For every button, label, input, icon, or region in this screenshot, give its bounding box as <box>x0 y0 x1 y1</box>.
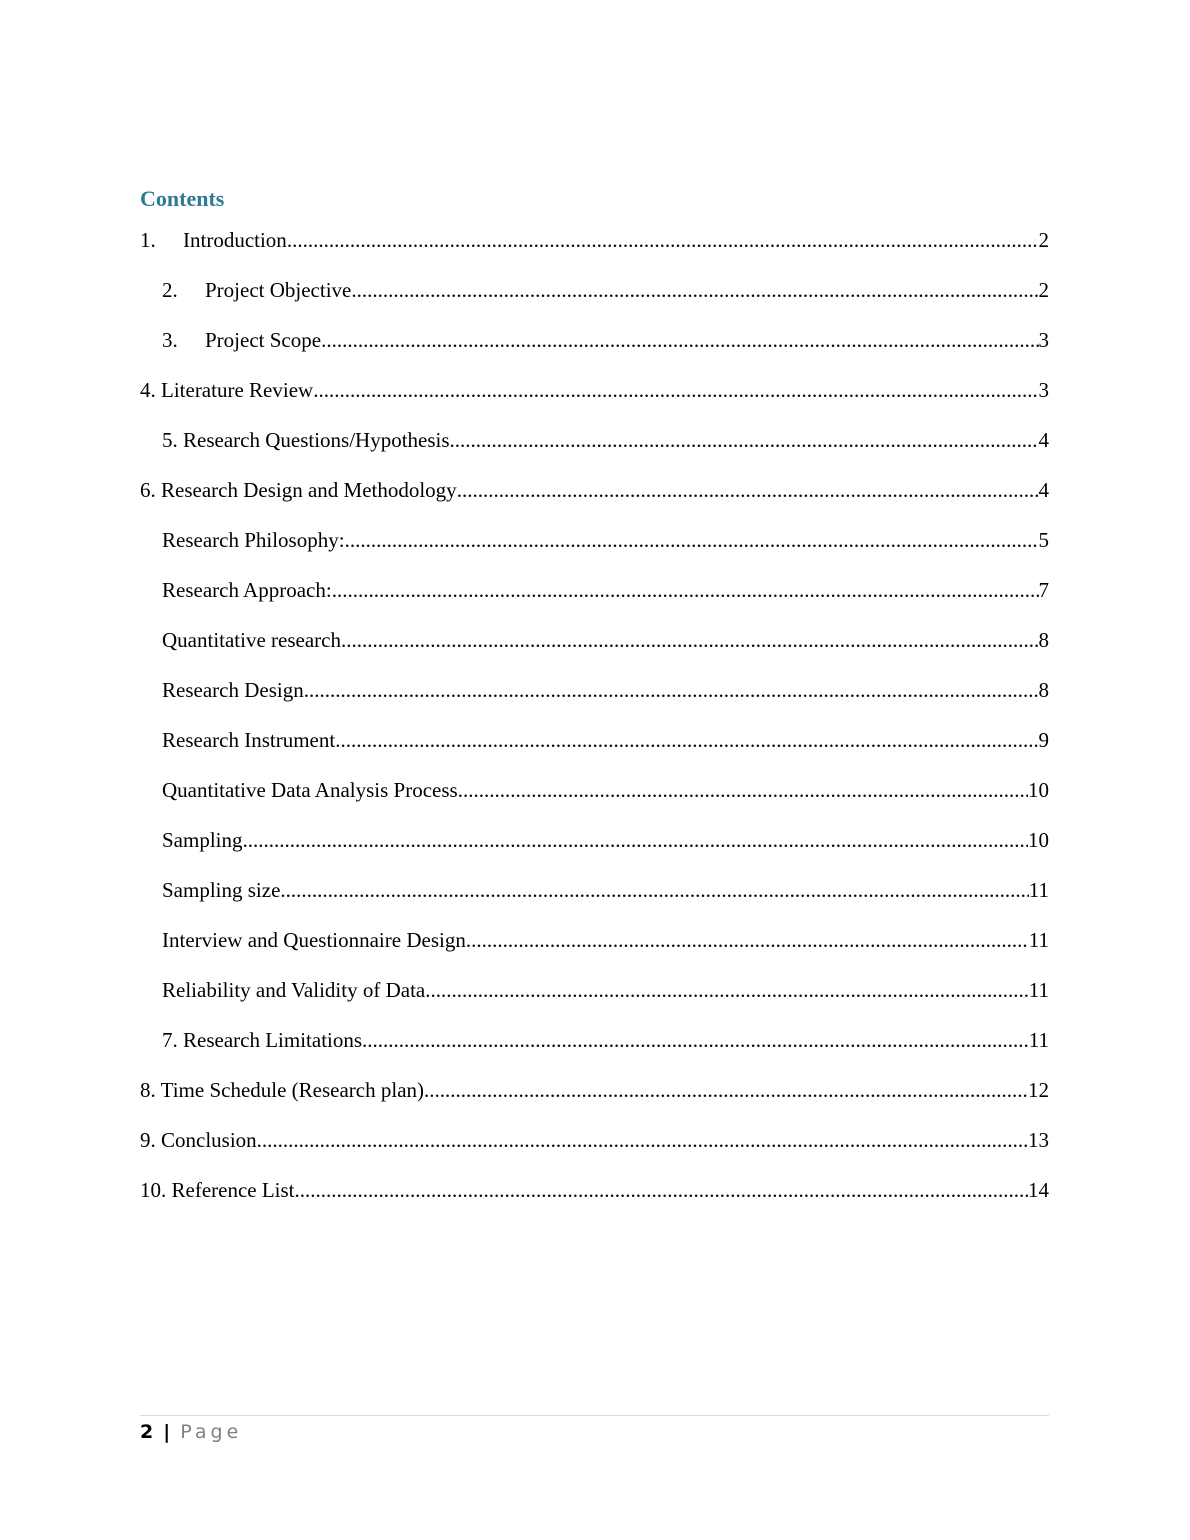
toc-entry-page-number: 11 <box>1028 1028 1049 1052</box>
toc-heading: Contents <box>140 186 225 211</box>
toc-entry-title: 10. Reference List <box>140 1178 295 1202</box>
toc-entry[interactable] <box>140 576 1049 626</box>
toc-entry-title: Quantitative Data Analysis Process <box>162 778 458 802</box>
toc-entry[interactable] <box>140 1126 1049 1176</box>
toc-entry[interactable] <box>140 1076 1049 1126</box>
toc-entry[interactable] <box>140 1026 1049 1076</box>
toc-entry-title: Sampling size <box>162 878 281 902</box>
toc-dot-leader <box>287 226 1039 254</box>
toc-dot-leader <box>243 826 1028 854</box>
toc-dot-leader <box>345 526 1039 554</box>
toc-entry-page-number: 13 <box>1028 1128 1049 1152</box>
toc-entry[interactable] <box>140 926 1049 976</box>
toc-dot-leader <box>332 576 1039 604</box>
toc-entry-page-number: 11 <box>1028 928 1049 952</box>
toc-entry[interactable] <box>140 526 1049 576</box>
footer-page-number: 2 <box>140 1421 154 1443</box>
toc-entry-title: Project Objective <box>205 278 352 302</box>
table-of-contents <box>140 226 1049 1226</box>
toc-entry[interactable] <box>140 426 1049 476</box>
toc-entry[interactable] <box>140 726 1049 776</box>
toc-entry-title: Reliability and Validity of Data <box>162 978 426 1002</box>
toc-entry-page-number: 11 <box>1028 978 1049 1002</box>
footer-separator: | <box>163 1421 171 1443</box>
toc-entry[interactable] <box>140 226 1049 276</box>
toc-entry[interactable] <box>140 326 1049 376</box>
toc-entry[interactable] <box>140 1176 1049 1226</box>
toc-entry-page-number: 2 <box>1038 278 1049 302</box>
toc-dot-leader <box>466 926 1029 954</box>
toc-entry-title: 9. Conclusion <box>140 1128 257 1152</box>
toc-dot-leader <box>425 976 1029 1004</box>
toc-entry-page-number: 11 <box>1028 878 1049 902</box>
toc-entry-title: 5. Research Questions/Hypothesis <box>162 428 450 452</box>
toc-entry-title: Sampling <box>162 828 243 852</box>
footer-page-label: Page <box>180 1421 243 1443</box>
toc-entry[interactable] <box>140 826 1049 876</box>
toc-entry-title: Project Scope <box>205 328 322 352</box>
toc-entry-title: 6. Research Design and Methodology <box>140 478 457 502</box>
toc-entry[interactable] <box>140 276 1049 326</box>
toc-entry-page-number: 4 <box>1038 428 1049 452</box>
toc-entry-page-number: 10 <box>1028 828 1049 852</box>
toc-dot-leader <box>257 1126 1028 1154</box>
toc-entry-title: Research Design <box>162 678 304 702</box>
toc-entry-page-number: 8 <box>1038 628 1049 652</box>
toc-dot-leader <box>335 726 1038 754</box>
toc-entry-number: 2. <box>162 278 178 302</box>
toc-entry-page-number: 2 <box>1038 228 1049 252</box>
toc-entry[interactable] <box>140 676 1049 726</box>
toc-entry-title: Introduction <box>183 228 287 252</box>
toc-dot-leader <box>424 1076 1028 1104</box>
toc-entry-page-number: 9 <box>1038 728 1049 752</box>
toc-entry-title: 7. Research Limitations <box>162 1028 363 1052</box>
toc-dot-leader <box>351 276 1038 304</box>
toc-entry[interactable] <box>140 626 1049 676</box>
toc-entry[interactable] <box>140 776 1049 826</box>
toc-dot-leader <box>295 1176 1028 1204</box>
toc-entry[interactable] <box>140 376 1049 426</box>
toc-entry-title: Interview and Questionnaire Design <box>162 928 466 952</box>
toc-entry-page-number: 14 <box>1028 1178 1049 1202</box>
toc-dot-leader <box>304 676 1039 704</box>
toc-entry-title: Research Instrument <box>162 728 336 752</box>
footer-divider <box>140 1415 1049 1416</box>
toc-dot-leader <box>321 326 1038 354</box>
toc-entry-page-number: 8 <box>1038 678 1049 702</box>
toc-entry-page-number: 3 <box>1038 328 1049 352</box>
toc-dot-leader <box>457 476 1039 504</box>
toc-entry-number: 3. <box>162 328 178 352</box>
toc-dot-leader <box>450 426 1039 454</box>
toc-dot-leader <box>280 876 1028 904</box>
toc-entry-title: 4. Literature Review <box>140 378 314 402</box>
toc-entry-page-number: 3 <box>1038 378 1049 402</box>
toc-entry[interactable] <box>140 976 1049 1026</box>
toc-entry-page-number: 7 <box>1038 578 1049 602</box>
toc-entry-title: Quantitative research <box>162 628 341 652</box>
toc-entry-title: Research Philosophy: <box>162 528 345 552</box>
toc-dot-leader <box>313 376 1038 404</box>
toc-entry-title: 8. Time Schedule (Research plan) <box>140 1078 425 1102</box>
toc-dot-leader <box>362 1026 1029 1054</box>
page-footer <box>140 1419 242 1445</box>
toc-entry-page-number: 5 <box>1038 528 1049 552</box>
toc-dot-leader <box>458 776 1028 804</box>
toc-entry-title: Research Approach: <box>162 578 332 602</box>
toc-entry-number: 1. <box>140 228 156 252</box>
toc-dot-leader <box>341 626 1039 654</box>
toc-entry[interactable] <box>140 476 1049 526</box>
toc-entry[interactable] <box>140 876 1049 926</box>
toc-entry-page-number: 10 <box>1028 778 1049 802</box>
toc-entry-page-number: 12 <box>1028 1078 1049 1102</box>
toc-entry-page-number: 4 <box>1038 478 1049 502</box>
